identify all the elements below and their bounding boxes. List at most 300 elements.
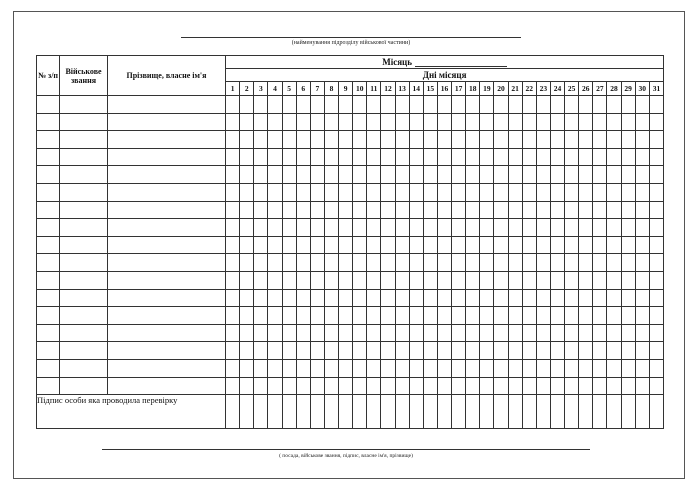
signature-cell[interactable] (381, 395, 395, 429)
table-cell[interactable] (108, 148, 226, 166)
table-cell[interactable] (579, 289, 593, 307)
table-cell[interactable] (607, 254, 621, 272)
table-cell[interactable] (395, 148, 409, 166)
table-cell[interactable] (268, 236, 282, 254)
table-cell[interactable] (339, 236, 353, 254)
table-cell[interactable] (108, 131, 226, 149)
table-cell[interactable] (508, 131, 522, 149)
table-cell[interactable] (550, 236, 564, 254)
table-cell[interactable] (310, 254, 324, 272)
table-cell[interactable] (296, 166, 310, 184)
table-cell[interactable] (579, 307, 593, 325)
table-cell[interactable] (367, 324, 381, 342)
table-cell[interactable] (108, 183, 226, 201)
table-cell[interactable] (550, 201, 564, 219)
table-cell[interactable] (296, 219, 310, 237)
table-cell[interactable] (494, 96, 508, 114)
table-cell[interactable] (593, 131, 607, 149)
table-cell[interactable] (226, 377, 240, 395)
table-cell[interactable] (536, 271, 550, 289)
table-cell[interactable] (452, 254, 466, 272)
table-cell[interactable] (635, 271, 649, 289)
table-cell[interactable] (649, 324, 663, 342)
table-cell[interactable] (254, 148, 268, 166)
table-cell[interactable] (550, 113, 564, 131)
table-cell[interactable] (621, 219, 635, 237)
table-cell[interactable] (282, 113, 296, 131)
table-cell[interactable] (240, 324, 254, 342)
table-cell[interactable] (423, 359, 437, 377)
table-cell[interactable] (254, 377, 268, 395)
signature-cell[interactable] (508, 395, 522, 429)
table-cell[interactable] (522, 96, 536, 114)
signature-cell[interactable] (480, 395, 494, 429)
table-cell[interactable] (579, 96, 593, 114)
table-cell[interactable] (268, 219, 282, 237)
table-cell[interactable] (579, 324, 593, 342)
table-cell[interactable] (466, 131, 480, 149)
table-cell[interactable] (226, 254, 240, 272)
table-cell[interactable] (565, 148, 579, 166)
signature-cell[interactable] (423, 395, 437, 429)
table-cell[interactable] (296, 271, 310, 289)
table-cell[interactable] (452, 236, 466, 254)
table-cell[interactable] (381, 96, 395, 114)
table-cell[interactable] (324, 148, 338, 166)
table-cell[interactable] (522, 307, 536, 325)
table-cell[interactable] (240, 113, 254, 131)
table-cell[interactable] (579, 183, 593, 201)
table-cell[interactable] (508, 236, 522, 254)
table-cell[interactable] (254, 113, 268, 131)
table-cell[interactable] (353, 201, 367, 219)
table-cell[interactable] (536, 307, 550, 325)
table-cell[interactable] (226, 166, 240, 184)
table-cell[interactable] (226, 307, 240, 325)
table-cell[interactable] (593, 359, 607, 377)
table-cell[interactable] (367, 131, 381, 149)
table-cell[interactable] (409, 201, 423, 219)
table-cell[interactable] (522, 271, 536, 289)
table-cell[interactable] (480, 359, 494, 377)
table-cell[interactable] (423, 166, 437, 184)
table-cell[interactable] (635, 236, 649, 254)
table-cell[interactable] (310, 236, 324, 254)
table-cell[interactable] (296, 113, 310, 131)
table-cell[interactable] (240, 183, 254, 201)
table-cell[interactable] (60, 289, 108, 307)
table-cell[interactable] (254, 219, 268, 237)
table-cell[interactable] (254, 96, 268, 114)
table-cell[interactable] (60, 271, 108, 289)
table-cell[interactable] (508, 342, 522, 360)
table-cell[interactable] (367, 96, 381, 114)
table-cell[interactable] (621, 271, 635, 289)
table-cell[interactable] (607, 131, 621, 149)
table-cell[interactable] (593, 236, 607, 254)
table-cell[interactable] (339, 201, 353, 219)
table-cell[interactable] (494, 148, 508, 166)
table-cell[interactable] (37, 219, 60, 237)
table-cell[interactable] (296, 359, 310, 377)
table-cell[interactable] (37, 236, 60, 254)
table-cell[interactable] (282, 166, 296, 184)
table-cell[interactable] (649, 342, 663, 360)
table-cell[interactable] (324, 342, 338, 360)
table-cell[interactable] (296, 289, 310, 307)
table-cell[interactable] (395, 236, 409, 254)
table-cell[interactable] (635, 377, 649, 395)
table-cell[interactable] (353, 113, 367, 131)
table-cell[interactable] (409, 219, 423, 237)
table-cell[interactable] (240, 289, 254, 307)
table-cell[interactable] (621, 166, 635, 184)
table-cell[interactable] (522, 377, 536, 395)
table-cell[interactable] (339, 148, 353, 166)
table-cell[interactable] (108, 377, 226, 395)
table-cell[interactable] (536, 148, 550, 166)
table-cell[interactable] (550, 342, 564, 360)
table-cell[interactable] (37, 166, 60, 184)
signature-cell[interactable] (635, 395, 649, 429)
table-cell[interactable] (593, 254, 607, 272)
table-cell[interactable] (635, 183, 649, 201)
table-cell[interactable] (423, 342, 437, 360)
table-cell[interactable] (579, 113, 593, 131)
table-cell[interactable] (437, 377, 451, 395)
table-cell[interactable] (635, 307, 649, 325)
table-cell[interactable] (607, 201, 621, 219)
table-cell[interactable] (282, 236, 296, 254)
table-cell[interactable] (226, 324, 240, 342)
table-cell[interactable] (437, 96, 451, 114)
table-cell[interactable] (522, 201, 536, 219)
table-cell[interactable] (579, 377, 593, 395)
table-cell[interactable] (367, 236, 381, 254)
table-cell[interactable] (268, 307, 282, 325)
table-cell[interactable] (395, 254, 409, 272)
table-cell[interactable] (423, 219, 437, 237)
signature-cell[interactable] (466, 395, 480, 429)
table-cell[interactable] (353, 307, 367, 325)
table-cell[interactable] (324, 307, 338, 325)
table-cell[interactable] (395, 289, 409, 307)
table-cell[interactable] (268, 359, 282, 377)
table-cell[interactable] (282, 324, 296, 342)
table-cell[interactable] (268, 289, 282, 307)
table-cell[interactable] (409, 131, 423, 149)
table-cell[interactable] (353, 166, 367, 184)
table-cell[interactable] (607, 271, 621, 289)
table-cell[interactable] (480, 377, 494, 395)
table-cell[interactable] (466, 359, 480, 377)
table-cell[interactable] (353, 131, 367, 149)
table-cell[interactable] (409, 148, 423, 166)
table-cell[interactable] (353, 271, 367, 289)
table-cell[interactable] (339, 131, 353, 149)
table-cell[interactable] (353, 359, 367, 377)
table-cell[interactable] (381, 148, 395, 166)
table-cell[interactable] (522, 324, 536, 342)
table-cell[interactable] (480, 307, 494, 325)
table-cell[interactable] (324, 166, 338, 184)
table-cell[interactable] (649, 166, 663, 184)
table-cell[interactable] (466, 289, 480, 307)
table-cell[interactable] (565, 166, 579, 184)
table-cell[interactable] (310, 377, 324, 395)
table-cell[interactable] (254, 359, 268, 377)
table-cell[interactable] (565, 289, 579, 307)
table-cell[interactable] (452, 359, 466, 377)
table-cell[interactable] (607, 359, 621, 377)
table-cell[interactable] (296, 342, 310, 360)
table-cell[interactable] (254, 236, 268, 254)
table-cell[interactable] (310, 183, 324, 201)
table-cell[interactable] (409, 166, 423, 184)
table-cell[interactable] (108, 271, 226, 289)
signature-cell[interactable] (339, 395, 353, 429)
table-cell[interactable] (409, 289, 423, 307)
table-cell[interactable] (339, 219, 353, 237)
table-cell[interactable] (649, 307, 663, 325)
table-cell[interactable] (282, 219, 296, 237)
table-cell[interactable] (508, 201, 522, 219)
table-cell[interactable] (522, 113, 536, 131)
table-cell[interactable] (522, 148, 536, 166)
table-cell[interactable] (593, 377, 607, 395)
table-cell[interactable] (254, 324, 268, 342)
table-cell[interactable] (593, 201, 607, 219)
table-cell[interactable] (423, 183, 437, 201)
table-cell[interactable] (466, 254, 480, 272)
table-cell[interactable] (108, 201, 226, 219)
table-cell[interactable] (226, 201, 240, 219)
table-cell[interactable] (621, 201, 635, 219)
table-cell[interactable] (452, 148, 466, 166)
table-cell[interactable] (579, 254, 593, 272)
table-cell[interactable] (240, 359, 254, 377)
table-cell[interactable] (423, 236, 437, 254)
table-cell[interactable] (437, 148, 451, 166)
table-cell[interactable] (108, 236, 226, 254)
table-cell[interactable] (565, 307, 579, 325)
table-cell[interactable] (240, 236, 254, 254)
table-cell[interactable] (621, 236, 635, 254)
table-cell[interactable] (621, 113, 635, 131)
table-cell[interactable] (494, 307, 508, 325)
table-cell[interactable] (339, 183, 353, 201)
table-cell[interactable] (409, 307, 423, 325)
table-cell[interactable] (381, 131, 395, 149)
table-cell[interactable] (565, 219, 579, 237)
table-cell[interactable] (296, 377, 310, 395)
table-cell[interactable] (409, 236, 423, 254)
table-cell[interactable] (649, 236, 663, 254)
table-cell[interactable] (635, 254, 649, 272)
table-cell[interactable] (437, 219, 451, 237)
table-cell[interactable] (353, 289, 367, 307)
table-cell[interactable] (367, 166, 381, 184)
table-cell[interactable] (593, 342, 607, 360)
table-cell[interactable] (649, 113, 663, 131)
table-cell[interactable] (536, 166, 550, 184)
table-cell[interactable] (635, 166, 649, 184)
signature-cell[interactable] (268, 395, 282, 429)
table-cell[interactable] (565, 377, 579, 395)
table-cell[interactable] (437, 236, 451, 254)
table-cell[interactable] (395, 131, 409, 149)
table-cell[interactable] (268, 271, 282, 289)
table-cell[interactable] (395, 113, 409, 131)
table-cell[interactable] (37, 183, 60, 201)
table-cell[interactable] (607, 307, 621, 325)
table-cell[interactable] (254, 342, 268, 360)
table-cell[interactable] (579, 236, 593, 254)
table-cell[interactable] (635, 96, 649, 114)
table-cell[interactable] (324, 254, 338, 272)
table-cell[interactable] (37, 271, 60, 289)
table-cell[interactable] (296, 183, 310, 201)
table-cell[interactable] (452, 377, 466, 395)
table-cell[interactable] (536, 359, 550, 377)
table-cell[interactable] (480, 131, 494, 149)
table-cell[interactable] (649, 271, 663, 289)
table-cell[interactable] (395, 271, 409, 289)
table-cell[interactable] (296, 201, 310, 219)
table-cell[interactable] (607, 377, 621, 395)
table-cell[interactable] (367, 148, 381, 166)
table-cell[interactable] (254, 289, 268, 307)
table-cell[interactable] (437, 289, 451, 307)
table-cell[interactable] (240, 166, 254, 184)
signature-cell[interactable] (579, 395, 593, 429)
table-cell[interactable] (108, 324, 226, 342)
table-cell[interactable] (480, 289, 494, 307)
table-cell[interactable] (310, 289, 324, 307)
table-cell[interactable] (339, 377, 353, 395)
table-cell[interactable] (649, 377, 663, 395)
table-cell[interactable] (621, 289, 635, 307)
table-cell[interactable] (480, 254, 494, 272)
table-cell[interactable] (60, 324, 108, 342)
table-cell[interactable] (282, 96, 296, 114)
table-cell[interactable] (565, 96, 579, 114)
table-cell[interactable] (37, 96, 60, 114)
table-cell[interactable] (508, 183, 522, 201)
table-cell[interactable] (508, 324, 522, 342)
table-cell[interactable] (452, 342, 466, 360)
table-cell[interactable] (550, 254, 564, 272)
table-cell[interactable] (466, 219, 480, 237)
table-cell[interactable] (565, 271, 579, 289)
table-cell[interactable] (324, 289, 338, 307)
table-cell[interactable] (108, 342, 226, 360)
table-cell[interactable] (437, 271, 451, 289)
table-cell[interactable] (409, 113, 423, 131)
table-cell[interactable] (466, 307, 480, 325)
table-cell[interactable] (108, 219, 226, 237)
table-cell[interactable] (108, 96, 226, 114)
signature-cell[interactable] (324, 395, 338, 429)
table-cell[interactable] (324, 183, 338, 201)
table-cell[interactable] (635, 359, 649, 377)
table-cell[interactable] (466, 201, 480, 219)
table-cell[interactable] (282, 271, 296, 289)
table-cell[interactable] (452, 131, 466, 149)
table-cell[interactable] (579, 201, 593, 219)
table-cell[interactable] (565, 183, 579, 201)
table-cell[interactable] (607, 148, 621, 166)
signature-cell[interactable] (282, 395, 296, 429)
table-cell[interactable] (508, 307, 522, 325)
table-cell[interactable] (60, 307, 108, 325)
table-cell[interactable] (466, 166, 480, 184)
table-cell[interactable] (37, 377, 60, 395)
table-cell[interactable] (381, 307, 395, 325)
table-cell[interactable] (367, 219, 381, 237)
table-cell[interactable] (324, 324, 338, 342)
table-cell[interactable] (452, 271, 466, 289)
table-cell[interactable] (607, 324, 621, 342)
table-cell[interactable] (268, 148, 282, 166)
table-cell[interactable] (268, 254, 282, 272)
signature-cell[interactable] (593, 395, 607, 429)
table-cell[interactable] (649, 219, 663, 237)
table-cell[interactable] (381, 201, 395, 219)
table-cell[interactable] (635, 201, 649, 219)
table-cell[interactable] (508, 289, 522, 307)
table-cell[interactable] (268, 131, 282, 149)
table-cell[interactable] (565, 324, 579, 342)
table-cell[interactable] (466, 183, 480, 201)
table-cell[interactable] (536, 219, 550, 237)
table-cell[interactable] (550, 148, 564, 166)
table-cell[interactable] (254, 201, 268, 219)
table-cell[interactable] (536, 254, 550, 272)
table-cell[interactable] (339, 113, 353, 131)
table-cell[interactable] (240, 96, 254, 114)
table-cell[interactable] (593, 96, 607, 114)
table-cell[interactable] (395, 96, 409, 114)
table-cell[interactable] (381, 236, 395, 254)
table-cell[interactable] (395, 307, 409, 325)
table-cell[interactable] (324, 236, 338, 254)
table-cell[interactable] (353, 377, 367, 395)
table-cell[interactable] (353, 219, 367, 237)
table-cell[interactable] (37, 342, 60, 360)
table-cell[interactable] (282, 289, 296, 307)
table-cell[interactable] (565, 236, 579, 254)
table-cell[interactable] (565, 342, 579, 360)
table-cell[interactable] (593, 324, 607, 342)
table-cell[interactable] (395, 377, 409, 395)
table-cell[interactable] (367, 201, 381, 219)
table-cell[interactable] (522, 236, 536, 254)
table-cell[interactable] (226, 342, 240, 360)
table-cell[interactable] (452, 113, 466, 131)
table-cell[interactable] (310, 342, 324, 360)
table-cell[interactable] (282, 254, 296, 272)
table-cell[interactable] (226, 271, 240, 289)
table-cell[interactable] (37, 113, 60, 131)
table-cell[interactable] (437, 342, 451, 360)
table-cell[interactable] (409, 271, 423, 289)
table-cell[interactable] (226, 219, 240, 237)
table-cell[interactable] (60, 254, 108, 272)
table-cell[interactable] (437, 324, 451, 342)
table-cell[interactable] (395, 342, 409, 360)
table-cell[interactable] (522, 183, 536, 201)
